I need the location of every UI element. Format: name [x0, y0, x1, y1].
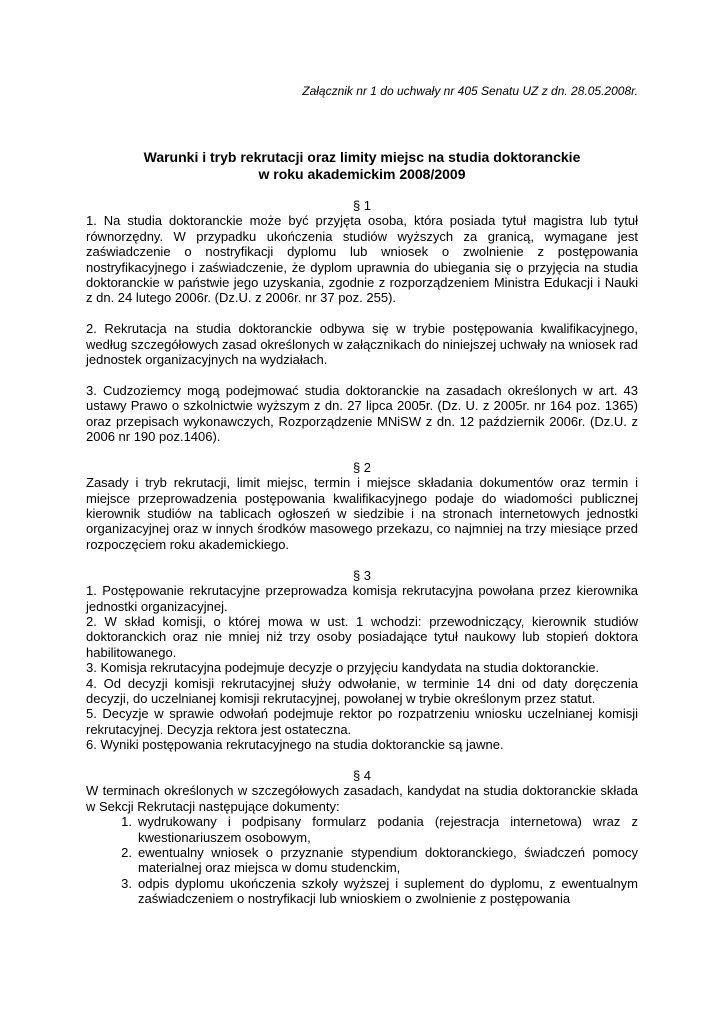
list-item	[86, 876, 638, 907]
paragraph: 3. Cudzoziemcy mogą podejmować studia doktoranckie na zasadach określonych w art. 43 ustawy Prawo o szkolnictwie wyższym z dn. 27 lipca 2005r. (Dz. U. z 2005r. nr 164 poz. 1365) oraz przepisach wykonawczych, Rozporządzenie MNiSW z dn. 12 październik 2006r. (Dz.U. z 2006 nr 190 poz.1406).	[86, 382, 638, 445]
list-item-text: wydrukowany i podpisany formularz podania (rejestracja internetowa) wraz z kwestionariuszem osobowym,	[138, 814, 638, 845]
section-1	[86, 198, 638, 444]
document-body	[86, 198, 638, 907]
list-item	[86, 814, 638, 845]
paragraph: 1. Postępowanie rekrutacyjne przeprowadza komisja rekrutacyjna powołana przez kierownika jednostki organizacyjnej.	[86, 583, 638, 614]
document-title	[86, 149, 638, 183]
paragraph: 6. Wyniki postępowania rekrutacyjnego na studia doktoranckie są jawne.	[86, 737, 504, 753]
paragraph: 2. Rekrutacja na studia doktoranckie odbywa się w trybie postępowania kwalifikacyjnego, według szczegółowych zasad określonych w załącznikach do niniejszej uchwały na wniosek rad jednostek organizacyjnych na wydziałach.	[86, 321, 638, 368]
paragraph: 2. W skład komisji, o której mowa w ust. 1 wchodzi: przewodniczący, kierownik studiów doktoranckich oraz nie mniej niż trzy osoby posiadające tytuł naukowy lub stopień doktora habilitowanego.	[86, 613, 638, 660]
paragraph: 5. Decyzje w sprawie odwołań podejmuje rektor po rozpatrzeniu wniosku uczelnianej komisji rekrutacyjnej. Decyzja rektora jest ostateczna.	[86, 706, 638, 737]
section-2	[86, 460, 638, 552]
list-item-text: ewentualny wniosek o przyznanie stypendium doktoranckiego, świadczeń pomocy materialnej oraz miejsca w domu studenckim,	[138, 844, 638, 876]
paragraph: 3. Komisja rekrutacyjna podejmuje decyzje o przyjęciu kandydata na studia doktoranckie.	[86, 660, 600, 676]
list-item-number: 2.	[121, 844, 132, 860]
annex-reference: Załącznik nr 1 do uchwały nr 405 Senatu UZ z dn. 28.05.2008r.	[302, 84, 638, 98]
paragraph: 4. Od decyzji komisji rekrutacyjnej służy odwołanie, w terminie 14 dni od daty doręczenia decyzji, do uczelnianej komisji rekrutacyjnej, powołanej w trybie określonym przez statut.	[86, 675, 638, 706]
list-item-number: 1.	[121, 814, 132, 830]
section-heading: § 1	[352, 198, 372, 213]
list-item	[86, 845, 638, 876]
section-heading: § 3	[352, 567, 372, 583]
document-list	[86, 814, 638, 906]
section-4	[86, 768, 638, 907]
title-line-1: Warunki i tryb rekrutacji oraz limity miejsc na studia doktoranckie	[143, 149, 581, 165]
paragraph: 1. Na studia doktoranckie może być przyjęta osoba, która posiada tytuł magistra lub tytuł równorzędny. W przypadku ukończenia studiów wyższych za granicą, wymagane jest zaświadczenie o nostryfikacji dyplomu lub wniosek o zwolnienie z postępowania nostryfikacyjnego i zaświadczenie, że dyplom uprawnia do ubiegania się o przyjęcia na studia doktoranckie w państwie jego uzyskania, zgodnie z rozporządzeniem Ministra Edukacji i Nauki z dn. 24 lutego 2006r. (Dz.U. z 2006r. nr 37 poz. 255).	[86, 213, 638, 306]
title-line-2: w roku akademickim 2008/2009	[258, 166, 466, 182]
list-item-text: odpis dyplomu ukończenia szkoły wyższej i suplement do dyplomu, z ewentualnym zaświadczeniem o nostryfikacji lub wnioskiem o zwolnienie z postępowania	[138, 875, 638, 907]
section-heading: § 2	[352, 459, 372, 475]
list-item-number: 3.	[121, 875, 132, 891]
paragraph: Zasady i tryb rekrutacji, limit miejsc, termin i miejsce składania dokumentów oraz termin i miejsce przeprowadzenia postępowania kwalifikacyjnego podaje do wiadomości publicznej kierownik studiów na tablicach ogłoszeń w siedzibie i na stronach internetowych jednostki organizacyjnej oraz w innych środków masowego przekazu, co najmniej na trzy miesiące przed rozpoczęciem roku akademickiego.	[86, 475, 638, 552]
section-3	[86, 568, 638, 753]
section-heading: § 4	[352, 767, 372, 783]
paragraph: W terminach określonych w szczegółowych zasadach, kandydat na studia doktoranckie składa w Sekcji Rekrutacji następujące dokumenty:	[86, 783, 638, 814]
